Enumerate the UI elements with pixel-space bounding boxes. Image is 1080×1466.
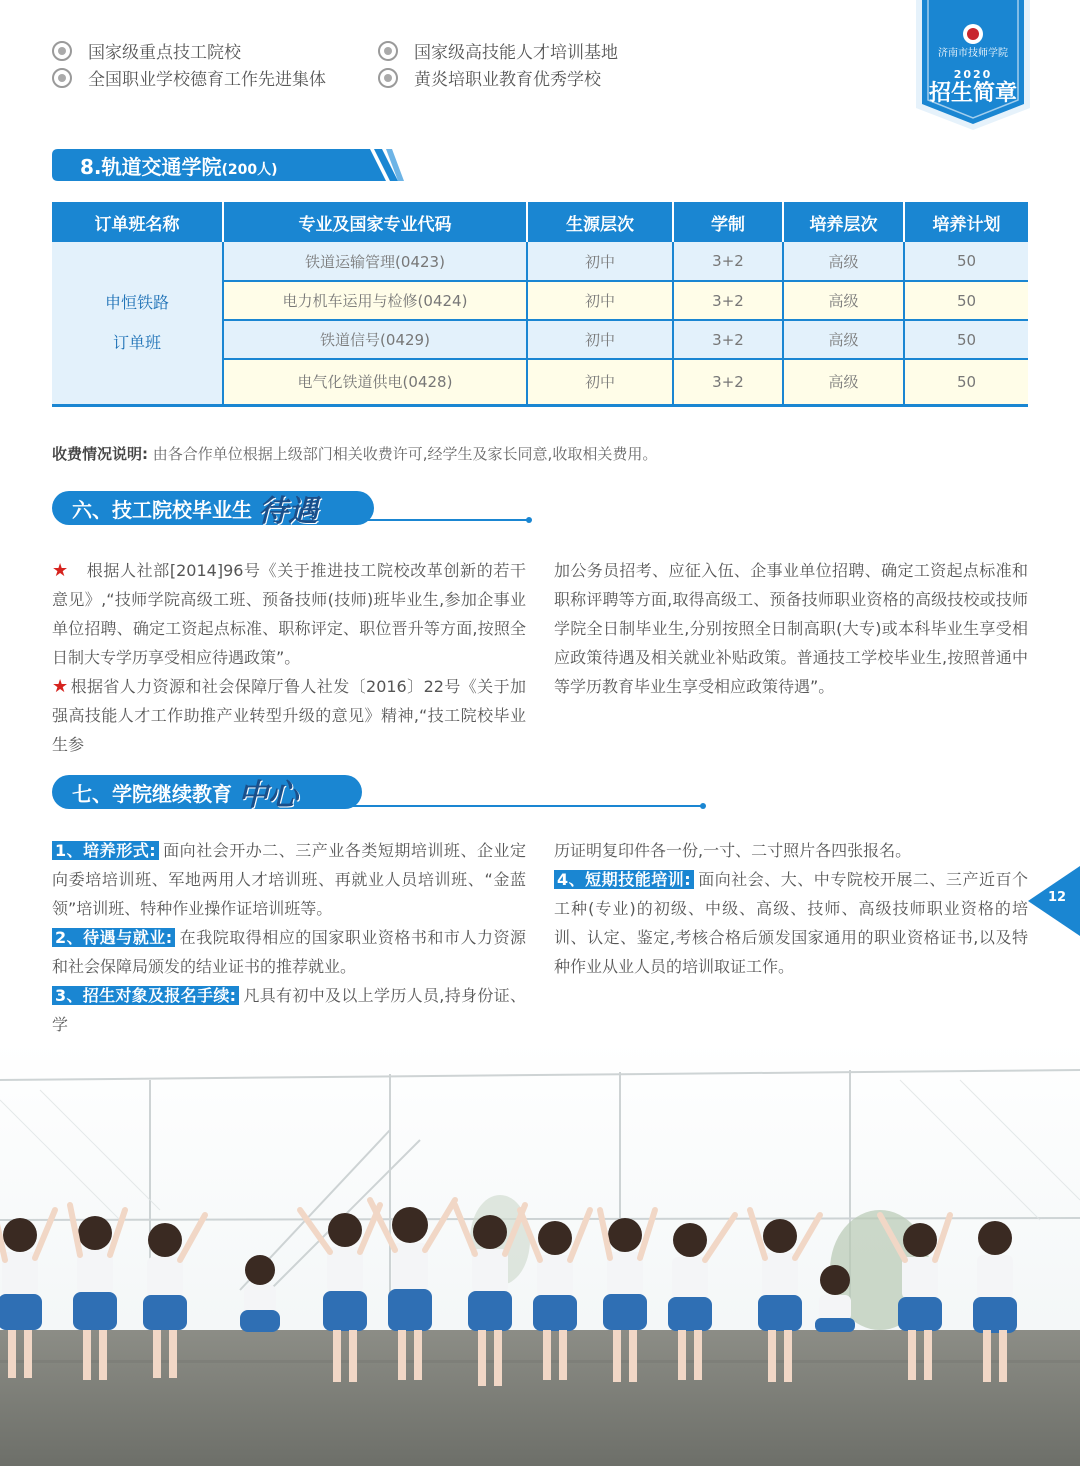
table-cell: 3+2	[673, 242, 783, 281]
edu-item	[52, 836, 526, 923]
policy-paragraph	[52, 556, 526, 672]
edu-item-text: 历证明复印件各一份,一寸、二寸照片各四张报名。	[554, 841, 912, 860]
order-class-cell	[52, 242, 223, 405]
section-6-banner	[52, 491, 532, 529]
edu-item-tag: 1、培养形式:	[52, 841, 159, 860]
order-class-line: 订单班	[112, 332, 161, 352]
star-icon: ★	[52, 560, 69, 581]
section-8-count: (200人)	[221, 162, 278, 178]
column-header: 培养计划	[904, 202, 1028, 242]
edu-item-text: 凡具有初中及以上学历人员,持身份证、学	[52, 986, 526, 1034]
table-cell: 初中	[527, 281, 673, 320]
page-number: 12	[1048, 890, 1067, 905]
section-7-right-text	[554, 836, 1028, 981]
edu-item-tag: 2、待遇与就业:	[52, 928, 175, 947]
section-8-banner	[52, 148, 404, 182]
star-icon: ★	[52, 676, 69, 697]
edu-item-text: 在我院取得相应的国家职业资格书和市人力资源和社会保障局颁发的结业证书的推荐就业。	[52, 928, 526, 976]
section-8-title	[80, 151, 278, 180]
section-6-right-text	[554, 556, 1028, 701]
section-7-left-text	[52, 836, 526, 1039]
table-cell: 初中	[527, 320, 673, 359]
section-6-left-text	[52, 556, 526, 759]
section-7-banner	[52, 775, 708, 813]
column-header: 学制	[673, 202, 783, 242]
badge-school-name: 济南市技师学院	[938, 48, 1008, 59]
section-6-script: 待遇	[258, 494, 318, 529]
table-cell: 50	[904, 359, 1028, 405]
policy-text: 根据省人力资源和社会保障厅鲁人社发〔2016〕22号《关于加强高技能人才工作助推产业转型升级的意见》精神,“技工院校毕业生参	[52, 677, 526, 754]
page-number-tab	[1028, 866, 1080, 936]
badge-year: 2020	[953, 68, 993, 81]
program-table	[52, 202, 1028, 407]
medal-icon	[378, 68, 398, 88]
table-cell: 高级	[783, 281, 904, 320]
divider	[352, 519, 528, 521]
edu-item-text: 面向社会、大、中专院校开展二、三产近百个工种(专业)的初级、中级、高级、技师、高级技师职业资格的培训、认定、鉴定,考核合格后颁发国家通用的职业资格证书,以及特种作业从业人员的培训取证工作。	[554, 870, 1028, 976]
honor-item	[378, 65, 601, 90]
table-cell: 初中	[527, 359, 673, 405]
honor-item	[378, 38, 618, 63]
edu-item-text: 面向社会开办二、三产业各类短期培训班、企业定向委培培训班、军地两用人才培训班、再就业人员培训班、“金蓝领”培训班、特种作业操作证培训班等。	[52, 841, 526, 918]
table-cell: 3+2	[673, 281, 783, 320]
table-row	[52, 242, 1028, 281]
section-7-script: 中心	[238, 778, 298, 813]
honor-item	[52, 38, 241, 63]
fee-text: 由各合作单位根据上级部门相关收费许可,经学生及家长同意,收取相关费用。	[152, 445, 658, 463]
column-header: 生源层次	[527, 202, 673, 242]
table-cell: 3+2	[673, 320, 783, 359]
table-cell: 初中	[527, 242, 673, 281]
table-cell: 电力机车运用与检修(0424)	[223, 281, 527, 320]
table-cell: 50	[904, 320, 1028, 359]
section-6-title: 六、技工院校毕业生	[72, 497, 252, 522]
students-photo	[0, 1040, 1080, 1466]
table-cell: 电气化铁道供电(0428)	[223, 359, 527, 405]
section-7-pill	[52, 775, 362, 813]
column-header: 订单班名称	[52, 202, 223, 242]
policy-text: 根据人社部[2014]96号《关于推进技工院校改革创新的若干意见》,“技师学院高级工班、预备技师(技师)班毕业生,参加企事业单位招聘、确定工资起点标准、职称评定、职位晋升等方面,按照全日制大专学历享受相应待遇政策”。	[52, 561, 526, 667]
section-6-pill	[52, 491, 374, 529]
policy-paragraph	[52, 672, 526, 759]
medal-icon	[378, 41, 398, 61]
table-cell: 高级	[783, 359, 904, 405]
policy-text: 加公务员招考、应征入伍、企事业单位招聘、确定工资起点标准和职称评聘等方面,取得高级工、预备技师职业资格的高级技校或技师学院全日制毕业生,分别按照全日制高职(大专)或本科毕业生享受相应政策待遇及相关就业补贴政策。普通技工学校毕业生,按照普通中等学历教育毕业生享受相应政策待遇”。	[554, 561, 1028, 696]
honor-text: 全国职业学校德育工作先进集体	[88, 70, 326, 90]
medal-icon	[52, 41, 72, 61]
medal-icon	[52, 68, 72, 88]
honor-item	[52, 65, 326, 90]
school-logo-icon	[963, 24, 983, 44]
table-cell: 50	[904, 281, 1028, 320]
table-cell: 3+2	[673, 359, 783, 405]
table-cell: 铁道运输管理(0423)	[223, 242, 527, 281]
fee-note	[52, 443, 657, 464]
brochure-badge	[916, 0, 1030, 130]
fee-label: 收费情况说明:	[52, 445, 148, 463]
table-cell: 高级	[783, 320, 904, 359]
honor-text: 国家级高技能人才培训基地	[414, 43, 618, 63]
edu-item-tag: 4、短期技能培训:	[554, 870, 694, 889]
badge-title: 招生简章	[928, 81, 1017, 106]
edu-item	[52, 981, 526, 1039]
section-8-name: 8.轨道交通学院	[80, 155, 222, 179]
table-cell: 50	[904, 242, 1028, 281]
divider	[342, 805, 702, 807]
edu-item-tag: 3、招生对象及报名手续:	[52, 986, 239, 1005]
edu-item	[52, 923, 526, 981]
table-cell: 铁道信号(0429)	[223, 320, 527, 359]
table-cell: 高级	[783, 242, 904, 281]
table-header-row	[52, 202, 1028, 242]
divider-dot	[526, 517, 532, 523]
honor-text: 黄炎培职业教育优秀学校	[414, 70, 601, 90]
edu-item	[554, 865, 1028, 981]
honor-text: 国家级重点技工院校	[88, 43, 241, 63]
order-class-line: 申恒铁路	[104, 292, 169, 312]
column-header: 专业及国家专业代码	[223, 202, 527, 242]
section-7-title: 七、学院继续教育	[72, 781, 232, 806]
divider-dot	[700, 803, 706, 809]
column-header: 培养层次	[783, 202, 904, 242]
